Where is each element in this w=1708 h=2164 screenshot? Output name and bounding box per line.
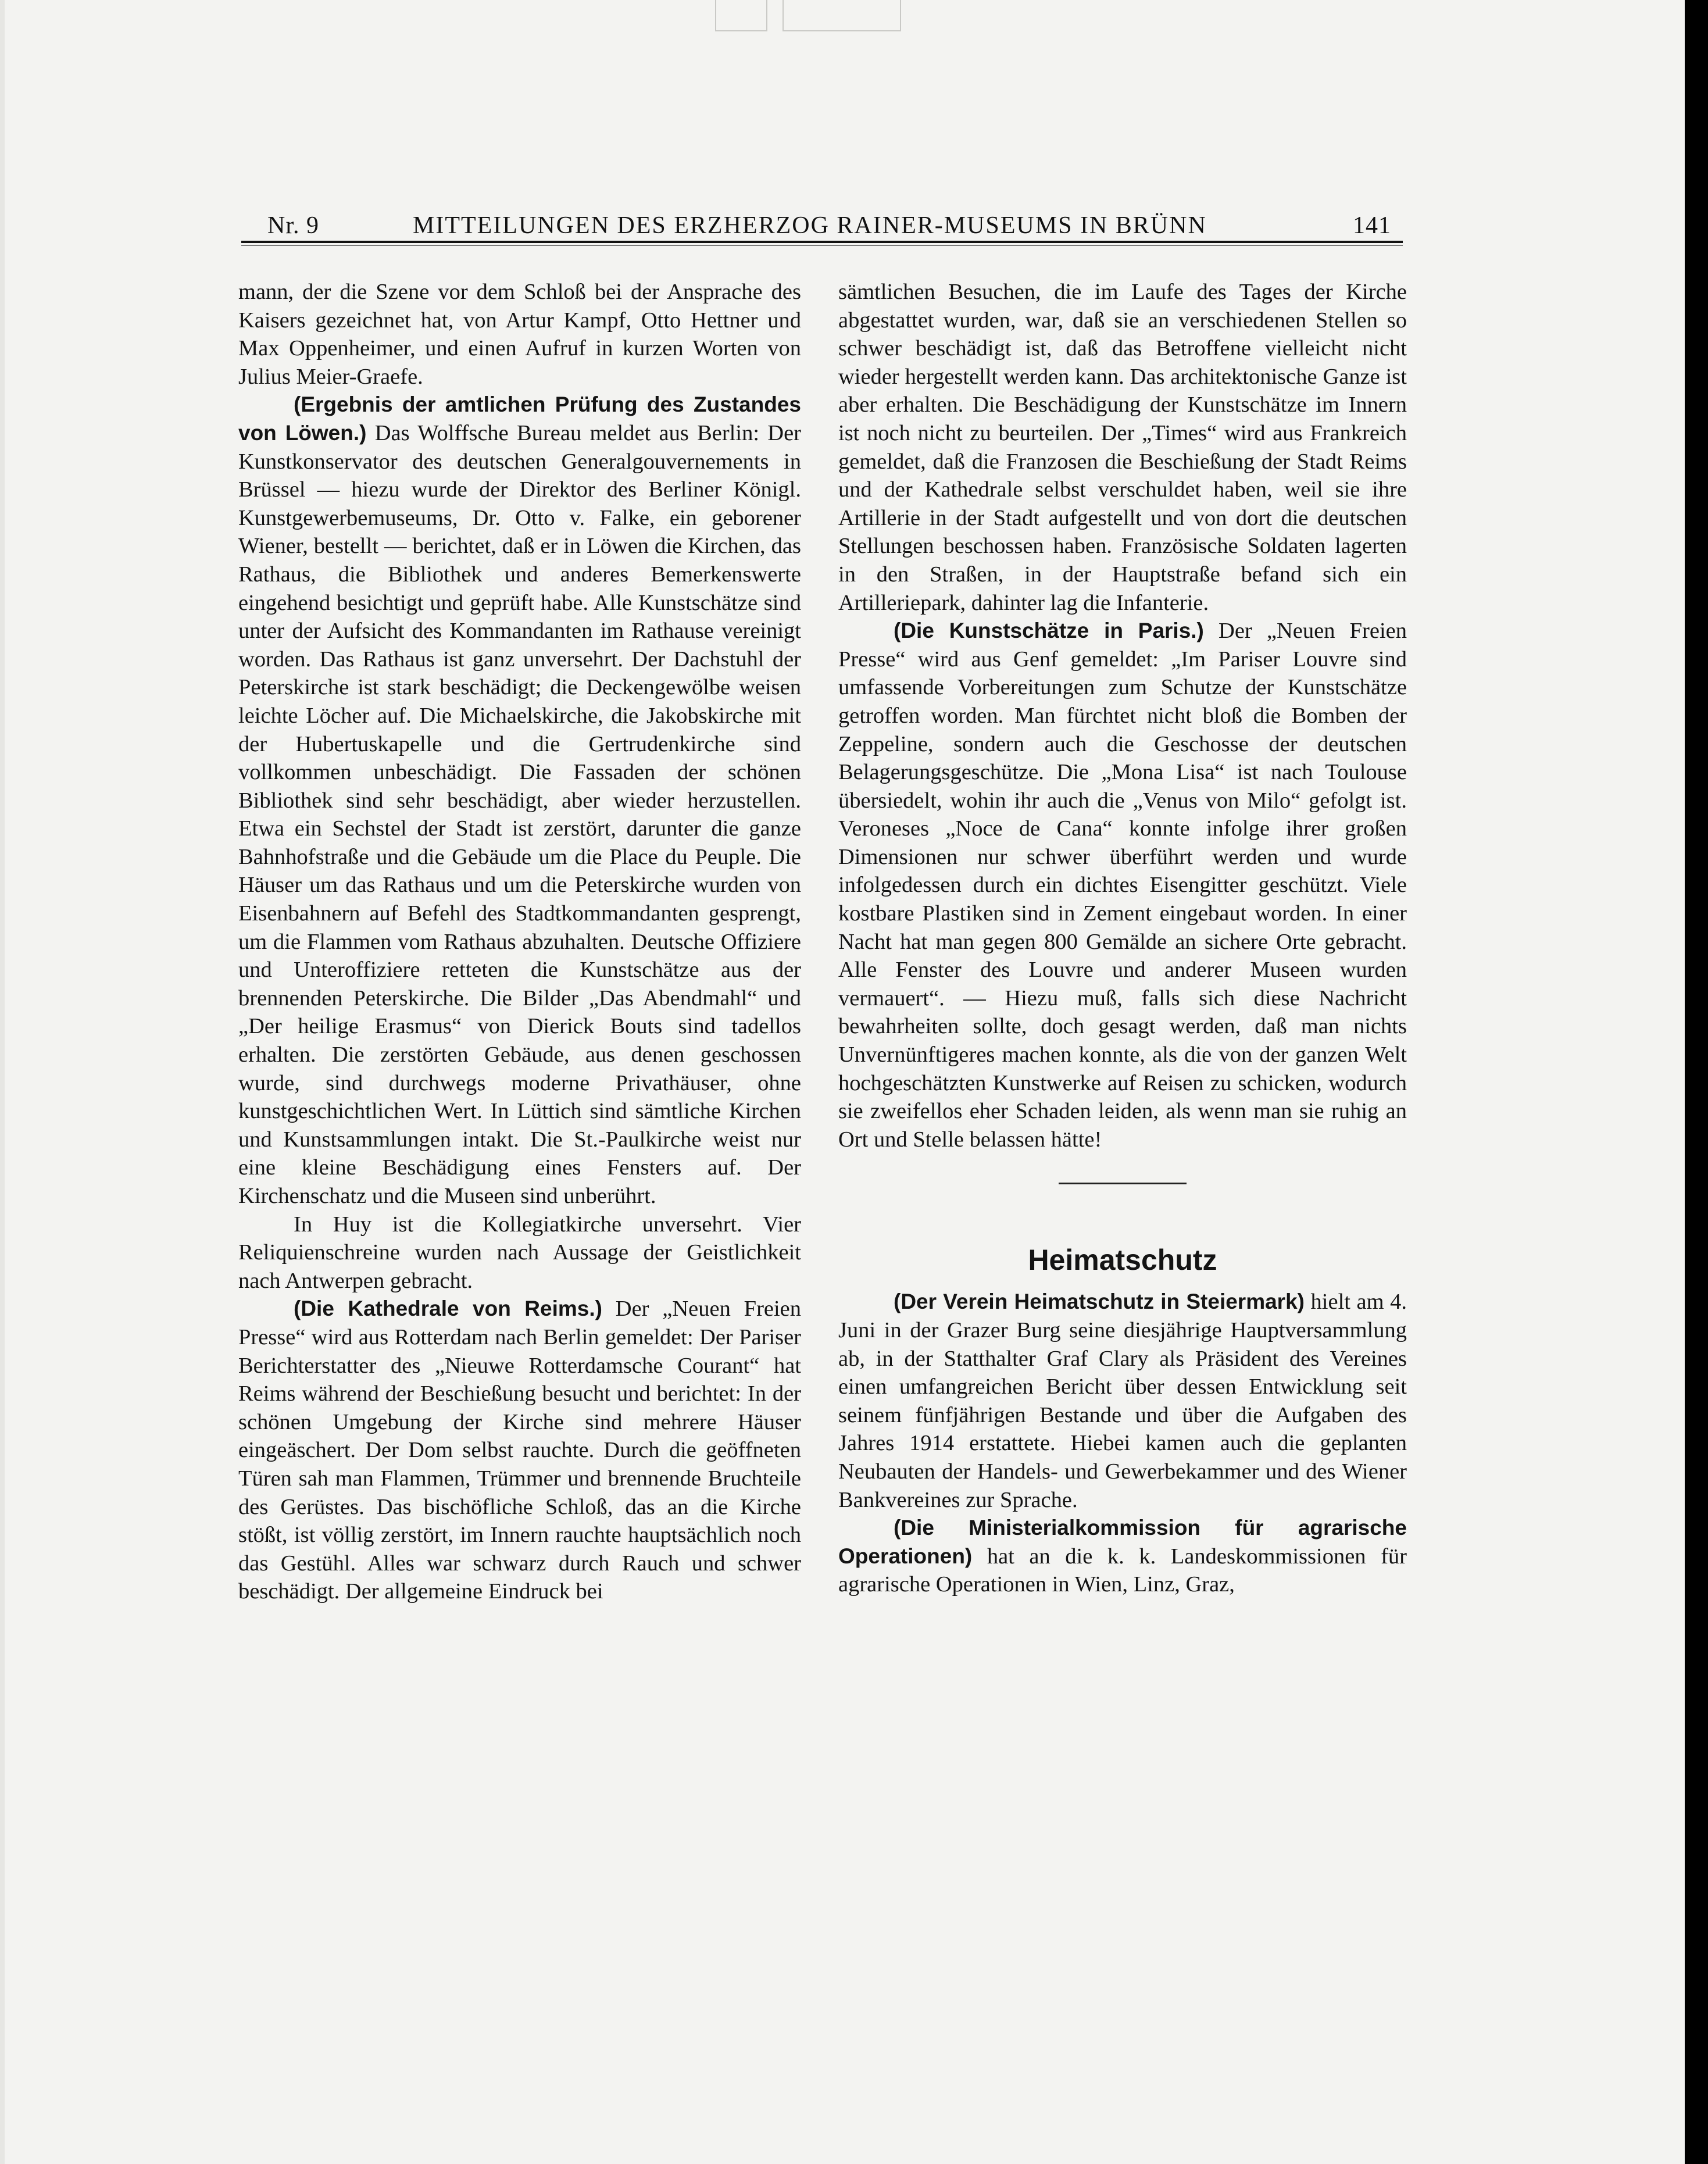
article-heading: (Die Kathedrale von Reims.): [294, 1297, 602, 1321]
paragraph: mann, der die Szene vor dem Schloß bei der Ansprache des Kaisers gezeichnet hat, von Artur Kampf, Otto Hettner und Max Oppenheimer, und einen Aufruf in kurzen Worten von Julius Meier-Graefe.: [238, 280, 801, 389]
scan-frame-mark: [782, 0, 901, 31]
scan-frame-mark: [715, 0, 767, 31]
header-rule: [241, 241, 1403, 243]
article-heading: (Ergebnis der amtlichen Prüfung des Zustandes von Löwen.): [238, 392, 801, 445]
paragraph: [238, 391, 801, 1210]
article-text: Das Wolffsche Bureau meldet aus Berlin: Der Kunstkonservator des deutschen Generalgouvernements in Brüssel — hiezu wurde der Direktor des Berliner Königl. Kunstgewerbemuseums, Dr. Otto v. Falke, ein geborener Wiener, bestellt — berichtet, daß er in Löwen die Kirchen, das Rathaus, die Bibliothek und anderes Bemerkenswerte eingehend besichtigt und geprüft habe. Alle Kunstschätze sind unter der Aufsicht des Kommandanten im Rathause vereinigt worden. Das Rathaus ist ganz unversehrt. Der Dachstuhl der Peterskirche ist stark beschädigt; die Deckengewölbe weisen leichte Löcher auf. Die Michaelskirche, die Jakobskirche mit der Hubertuskapelle und die Gertrudenkirche sind vollkommen unbeschädigt. Die Fassaden der schönen Bibliothek sind sehr beschädigt, aber wieder herzustellen. Etwa ein Sechstel der Stadt ist zerstört, darunter die ganze Bahnhofstraße und die Gebäude um die Place du Peuple. Die Häuser um das Rathaus und um die Peterskirche wurden von Eisenbahnern auf Befehl des Stadtkommandanten gesprengt, um die Flammen vom Rathaus abzuhalten. Deutsche Offiziere und Unteroffiziere retteten die Kunstschätze aus der brennenden Peterskirche. Die Bilder „Das Abendmahl“ und „Der heilige Erasmus“ von Dierick Bouts sind tadellos erhalten. Die zerstörten Gebäude, aus denen geschossen wurde, sind durchwegs moderne Privathäuser, ohne kunstgeschichtlichen Wert. In Lüttich sind sämtliche Kirchen und Kunstsammlungen intakt. Die St.-Paulkirche weist nur eine kleine Beschädigung eines Fensters auf. Der Kirchenschatz und die Museen sind unberührt.: [238, 420, 802, 1208]
article-heading: (Der Verein Heimatschutz in Steiermark): [894, 1290, 1305, 1314]
paragraph: [238, 1295, 801, 1606]
paragraph: In Huy ist die Kollegiatkirche unversehrt. Vier Reliquienschreine wurden nach Aussage der Geistlichkeit nach Antwerpen gebracht.: [238, 1212, 801, 1293]
paragraph: [838, 1514, 1407, 1599]
issue-number: Nr. 9: [267, 212, 319, 239]
article-heading: (Die Kunstschätze in Paris.): [894, 619, 1204, 643]
section-title: Heimatschutz: [1028, 1244, 1217, 1277]
article-heading: (Die Ministerialkommission für agrarische Operationen): [838, 1516, 1407, 1568]
running-header: [241, 208, 1403, 243]
left-column: [238, 278, 801, 1606]
right-column: [838, 278, 1407, 1599]
article-text: Der „Neuen Freien Presse“ wird aus Genf gemeldet: „Im Pariser Louvre sind umfassende Vorbereitungen zum Schutze der Kunstschätze getroffen worden. Man fürchtet nicht bloß die Bomben der Zeppeline, sondern auch die Geschosse der deutschen Belagerungsgeschütze. Die „Mona Lisa“ ist nach Toulouse übersiedelt, wohin ihr auch die „Venus von Milo“ gefolgt ist. Veroneses „Noce de Cana“ konnte infolge ihrer großen Dimensionen nur schwer überführt werden und wurde infolgedessen durch ein dichtes Eisengitter geschützt. Viele kostbare Plastiken sind in Zement eingebaut worden. In einer Nacht hat man gegen 800 Gemälde an sichere Orte gebracht. Alle Fenster des Louvre und anderer Museen wurden vermauert“. — Hiezu muß, falls sich diese Nachricht bewahrheiten sollte, doch gesagt werden, daß man nichts Unvernünftigeres machen konnte, als die von der ganzen Welt hochgeschätzten Kunstwerke auf Reisen zu schicken, wodurch sie zweifellos eher Schaden leiden, als wenn man sie ruhig an Ort und Stelle belassen hätte!: [838, 619, 1407, 1152]
paragraph: sämtlichen Besuchen, die im Laufe des Tages der Kirche abgestattet wurden, war, daß sie an verschiedenen Stellen so schwer beschädigt ist, daß das Betroffene vielleicht nicht wieder hergestellt werden kann. Das architektonische Ganze ist aber erhalten. Die Beschädigung der Kunstschätze im Innern ist noch nicht zu beurteilen. Der „Times“ wird aus Frankreich gemeldet, daß die Franzosen die Beschießung der Stadt Reims und der Kathedrale selbst verschuldet haben, weil sie ihre Artillerie in der Stadt aufgestellt und von dort die deutschen Stellungen beschossen haben. Französische Soldaten lagerten in den Straßen, in der Hauptstraße befand sich ein Artilleriepark, dahinter lag die Infanterie.: [838, 280, 1407, 615]
article-text: hat an die k. k. Landeskommissionen für agrarische Operationen in Wien, Linz, Graz,: [838, 1544, 1407, 1597]
article-text: Der „Neuen Freien Presse“ wird aus Rotterdam nach Berlin gemeldet: Der Pariser Berichterstatter des „Nieuwe Rotterdamsche Courant“ hat Reims während der Beschießung besucht und berichtet: In der schönen Umgebung der Kirche sind mehrere Häuser eingeäschert. Der Dom selbst rauchte. Durch die geöffneten Türen sah man Flammen, Trümmer und brennende Bruchteile des Gerüstes. Das bischöfliche Schloß, das an die Kirche stößt, ist völlig zerstört, im Innern rauchte hauptsächlich noch das Gestühl. Alles war schwarz durch Rauch und schwer beschädigt. Der allgemeine Eindruck bei: [238, 1297, 802, 1604]
article-text: hielt am 4. Juni in der Grazer Burg seine diesjährige Hauptversammlung ab, in der Statthalter Graf Clary als Präsident des Vereines einen umfangreichen Bericht über dessen Entwicklung seit seinem fünfjährigen Bestande und über die Aufgaben des Jahres 1914 erstattete. Hiebei kamen auch die geplanten Neubauten der Handels- und Gewerbekammer und des Wiener Bankvereines zur Sprache.: [838, 1290, 1407, 1512]
paragraph: [838, 617, 1407, 1154]
section-divider: [1059, 1183, 1187, 1184]
paragraph: [838, 1288, 1407, 1514]
journal-title: MITTEILUNGEN DES ERZHERZOG RAINER-MUSEUMS IN BRÜNN: [413, 212, 1207, 239]
page-number: 141: [1353, 212, 1391, 239]
header-rule-thin: [241, 245, 1403, 246]
